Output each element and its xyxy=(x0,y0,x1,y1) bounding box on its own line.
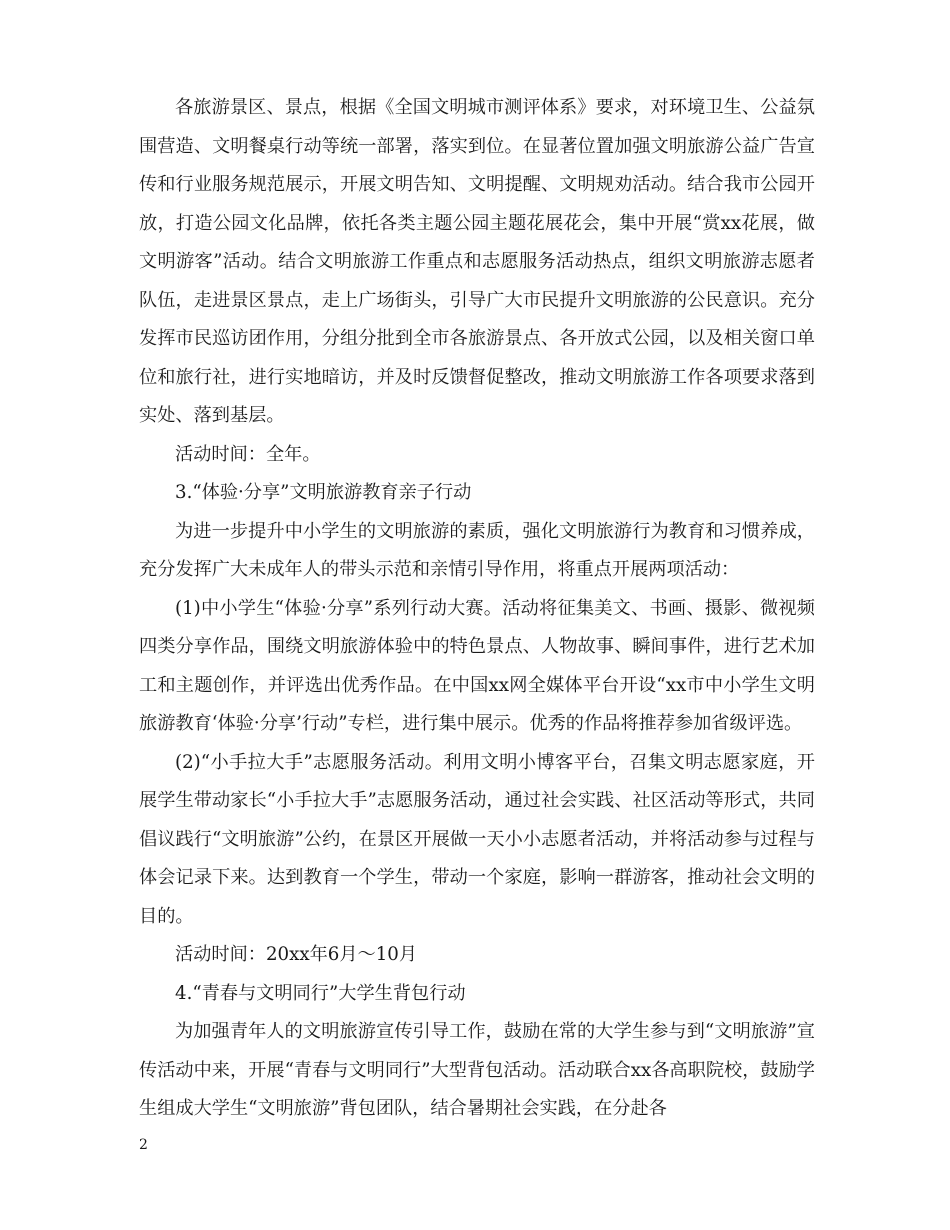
page-number: 2 xyxy=(139,1137,148,1153)
paragraph-section-3-intro: 为进一步提升中小学生的文明旅游的素质，强化文明旅游行为教育和习惯养成，充分发挥广大未成年人的带头示范和亲情引导作用，将重点开展两项活动： xyxy=(139,520,815,580)
heading-section-3: 3.“体验·分享”文明旅游教育亲子行动 xyxy=(175,482,472,503)
paragraph-item-1: (1)中小学生“体验·分享”系列行动大赛。活动将征集美文、书画、摄影、微视频四类分享作品，围绕文明旅游体验中的特色景点、人物故事、瞬间事件，进行艺术加工和主题创作，并评选出优秀作品。在中国xx网全媒体平台开设“xx市中小学生文明旅游教育‘体验·分享’行动”专栏，进行集中展示。优秀的作品将推荐参加省级评选。 xyxy=(139,597,815,734)
paragraph-section-4-intro: 为加强青年人的文明旅游宣传引导工作，鼓励在常的大学生参与到“文明旅游”宣传活动中来，开展“青春与文明同行”大型背包活动。活动联合xx各高职院校，鼓励学生组成大学生“文明旅游”背包团队，结合暑期社会实践，在分赴各 xyxy=(139,1021,815,1119)
document-body xyxy=(139,89,815,1129)
heading-section-4: 4.“青春与文明同行”大学生背包行动 xyxy=(175,982,466,1004)
paragraph-scenic-spots: 各旅游景区、景点，根据《全国文明城市测评体系》要求，对环境卫生、公益氛围营造、文明餐桌行动等统一部署，落实到位。在显著位置加强文明旅游公益广告宣传和行业服务规范展示，开展文明告知、文明提醒、文明规劝活动。结合我市公园开放，打造公园文化品牌，依托各类主题公园主题花展花会，集中开展“赏xx花展，做文明游客”活动。结合文明旅游工作重点和志愿服务活动热点，组织文明旅游志愿者队伍，走进景区景点，走上广场街头，引导广大市民提升文明旅游的公民意识。充分发挥市民巡访团作用，分组分批到全市各旅游景点、各开放式公园，以及相关窗口单位和旅行社，进行实地暗访，并及时反馈督促整改，推动文明旅游工作各项要求落到实处、落到基层。 xyxy=(139,97,815,426)
paragraph-item-2: (2)“小手拉大手”志愿服务活动。利用文明小博客平台，召集文明志愿家庭，开展学生带动家长“小手拉大手”志愿服务活动，通过社会实践、社区活动等形式，共同倡议践行“文明旅游”公约，在景区开展做一天小小志愿者活动，并将活动参与过程与体会记录下来。达到教育一个学生，带动一个家庭，影响一群游客，推动社会文明的目的。 xyxy=(139,751,815,927)
paragraph-activity-time-year: 活动时间：全年。 xyxy=(175,443,321,465)
paragraph-activity-time-months: 活动时间：20xx年6月～10月 xyxy=(175,944,418,965)
